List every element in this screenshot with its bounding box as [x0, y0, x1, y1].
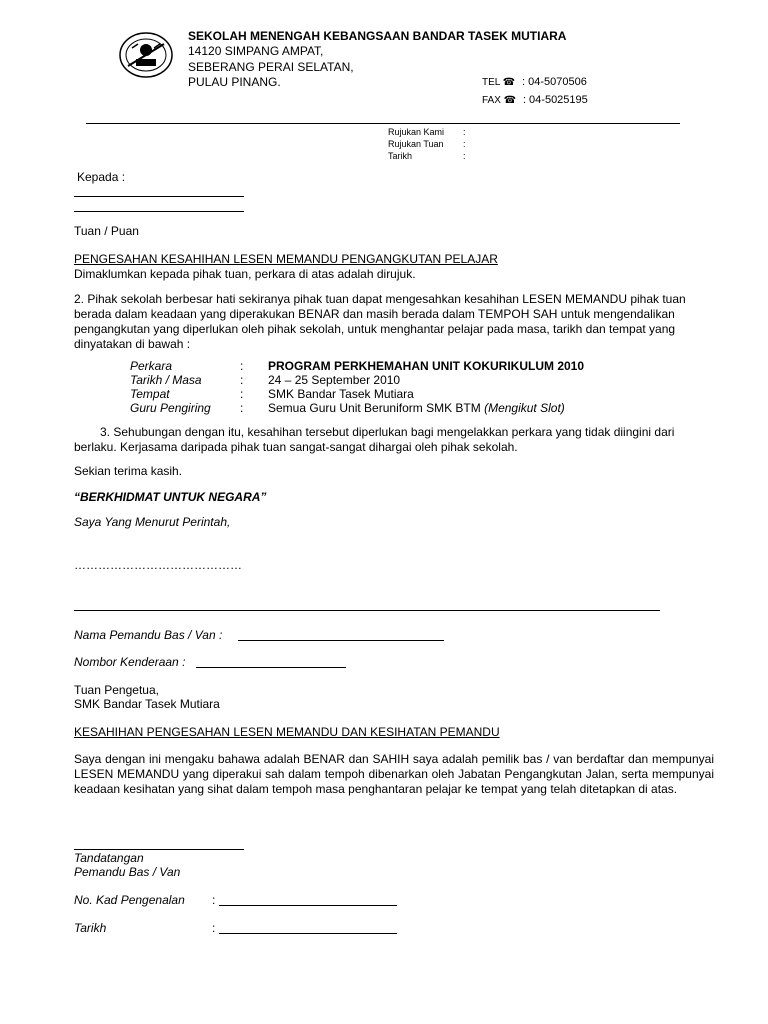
recipient-line-2 [74, 211, 244, 212]
header-divider [86, 123, 680, 124]
school-crest-logo [118, 30, 174, 80]
ic-number-colon: : [212, 893, 216, 907]
ref-label-tuan: Rujukan Tuan [388, 139, 444, 149]
detail-value-guru [268, 401, 565, 415]
ref-label-kami: Rujukan Kami [388, 127, 445, 137]
fax-icon: ☎ [503, 95, 517, 106]
detail-value-perkara: PROGRAM PERKHEMAHAN UNIT KOKURIKULUM 2010 [268, 359, 585, 373]
recipient-line-1 [74, 196, 244, 197]
section2-title: KESAHIHAN PENGESAHAN LESEN MEMANDU DAN KESIHATAN PEMANDU [74, 725, 500, 739]
cut-line [74, 610, 660, 611]
date-label: Tarikh [74, 921, 107, 935]
detail-label-guru: Guru Pengiring [130, 401, 211, 415]
principal-school: SMK Bandar Tasek Mutiara [74, 697, 220, 711]
detail-label-tempat: Tempat [130, 387, 170, 401]
paragraph-3: 3. Sehubungan dengan itu, kesahihan tersebut diperlukan bagi mengelakkan perkara yang tidak diingini dari berlaku. Kerjasama daripada pihak tuan sangat-sangat dihargai oleh pihak sekolah. [74, 425, 675, 454]
detail-value-guru-suffix: (Mengikut Slot) [484, 401, 565, 415]
kepada-label: Kepada : [77, 170, 126, 184]
salutation: Tuan / Puan [74, 224, 139, 238]
address-line-2: SEBERANG PERAI SELATAN, [188, 60, 354, 74]
signature-dots: …………………………………… [74, 558, 242, 572]
detail-colon: : [240, 401, 244, 415]
vehicle-number-field[interactable] [196, 667, 346, 668]
ref-colon-tuan: : [463, 139, 466, 149]
ic-number-field[interactable] [219, 905, 397, 906]
driver-name-field[interactable] [238, 640, 444, 641]
phone-icon: ☎ [502, 77, 516, 88]
school-motto: “BERKHIDMAT UNTUK NEGARA” [74, 490, 267, 504]
tel-value: : 04-5070506 [522, 76, 587, 88]
fax-label: FAX [482, 95, 501, 106]
detail-value-guru-text: Semua Guru Unit Beruniform SMK BTM [268, 401, 485, 415]
vehicle-number-label: Nombor Kenderaan : [74, 655, 186, 669]
declaration-paragraph: Saya dengan ini mengaku bahawa adalah BENAR dan SAHIH saya adalah pemilik bas / van berdaftar dan mempunyai LESEN MEMANDU yang diperakui sah dalam tempoh dibenarkan oleh Jabatan Pengangkutan Jalan, serta mempunyai keadaan kesihatan yang sihat dalam tempoh masa penghantaran pelajar ke tempat yang telah ditetapkan di atas. [74, 752, 714, 796]
ref-colon-kami: : [463, 127, 466, 137]
closing-order: Saya Yang Menurut Perintah, [74, 515, 231, 529]
date-field[interactable] [219, 933, 397, 934]
ic-number-label: No. Kad Pengenalan [74, 893, 185, 907]
driver-name-label: Nama Pemandu Bas / Van : [74, 628, 223, 642]
paragraph-2: 2. Pihak sekolah berbesar hati sekiranya pihak tuan dapat mengesahkan kesahihan LESEN MEMANDU pihak tuan berada dalam keadaan yang diperakukan BENAR dan masih berada dalam TEMPOH SAH untuk mengendalikan pengangkutan yang diperlukan oleh pihak sekolah, untuk menghantar pelajar pada masa, tarikh dan tempat yang dinyatakan di bawah : [74, 292, 686, 351]
address-line-1: 14120 SIMPANG AMPAT, [188, 44, 324, 58]
signature-label: Tandatangan [74, 851, 144, 865]
detail-label-perkara: Perkara [130, 359, 173, 373]
fax-value: : 04-5025195 [522, 94, 588, 106]
signature-line[interactable] [74, 849, 244, 850]
detail-colon: : [240, 359, 244, 373]
detail-colon: : [240, 373, 244, 387]
detail-value-tarikh: 24 – 25 September 2010 [268, 373, 401, 387]
section1-title: PENGESAHAN KESAHIHAN LESEN MEMANDU PENGANGKUTAN PELAJAR [74, 252, 498, 266]
tel-row [482, 76, 587, 88]
ref-colon-tarikh: : [463, 151, 466, 161]
detail-label-tarikh: Tarikh / Masa [130, 373, 202, 387]
driver-role-label: Pemandu Bas / Van [74, 865, 181, 879]
address-line-3: PULAU PINANG. [188, 75, 281, 89]
principal-title: Tuan Pengetua, [74, 683, 159, 697]
tel-label: TEL [482, 77, 500, 88]
school-name: SEKOLAH MENENGAH KEBANGSAAN BANDAR TASEK MUTIARA [188, 29, 567, 43]
date-colon: : [212, 921, 216, 935]
detail-value-tempat: SMK Bandar Tasek Mutiara [268, 387, 414, 401]
detail-colon: : [240, 387, 244, 401]
closing-thanks: Sekian terima kasih. [74, 464, 183, 478]
section1-intro: Dimaklumkan kepada pihak tuan, perkara di atas adalah dirujuk. [74, 267, 416, 281]
fax-row [482, 94, 588, 106]
ref-label-tarikh: Tarikh [388, 151, 413, 161]
